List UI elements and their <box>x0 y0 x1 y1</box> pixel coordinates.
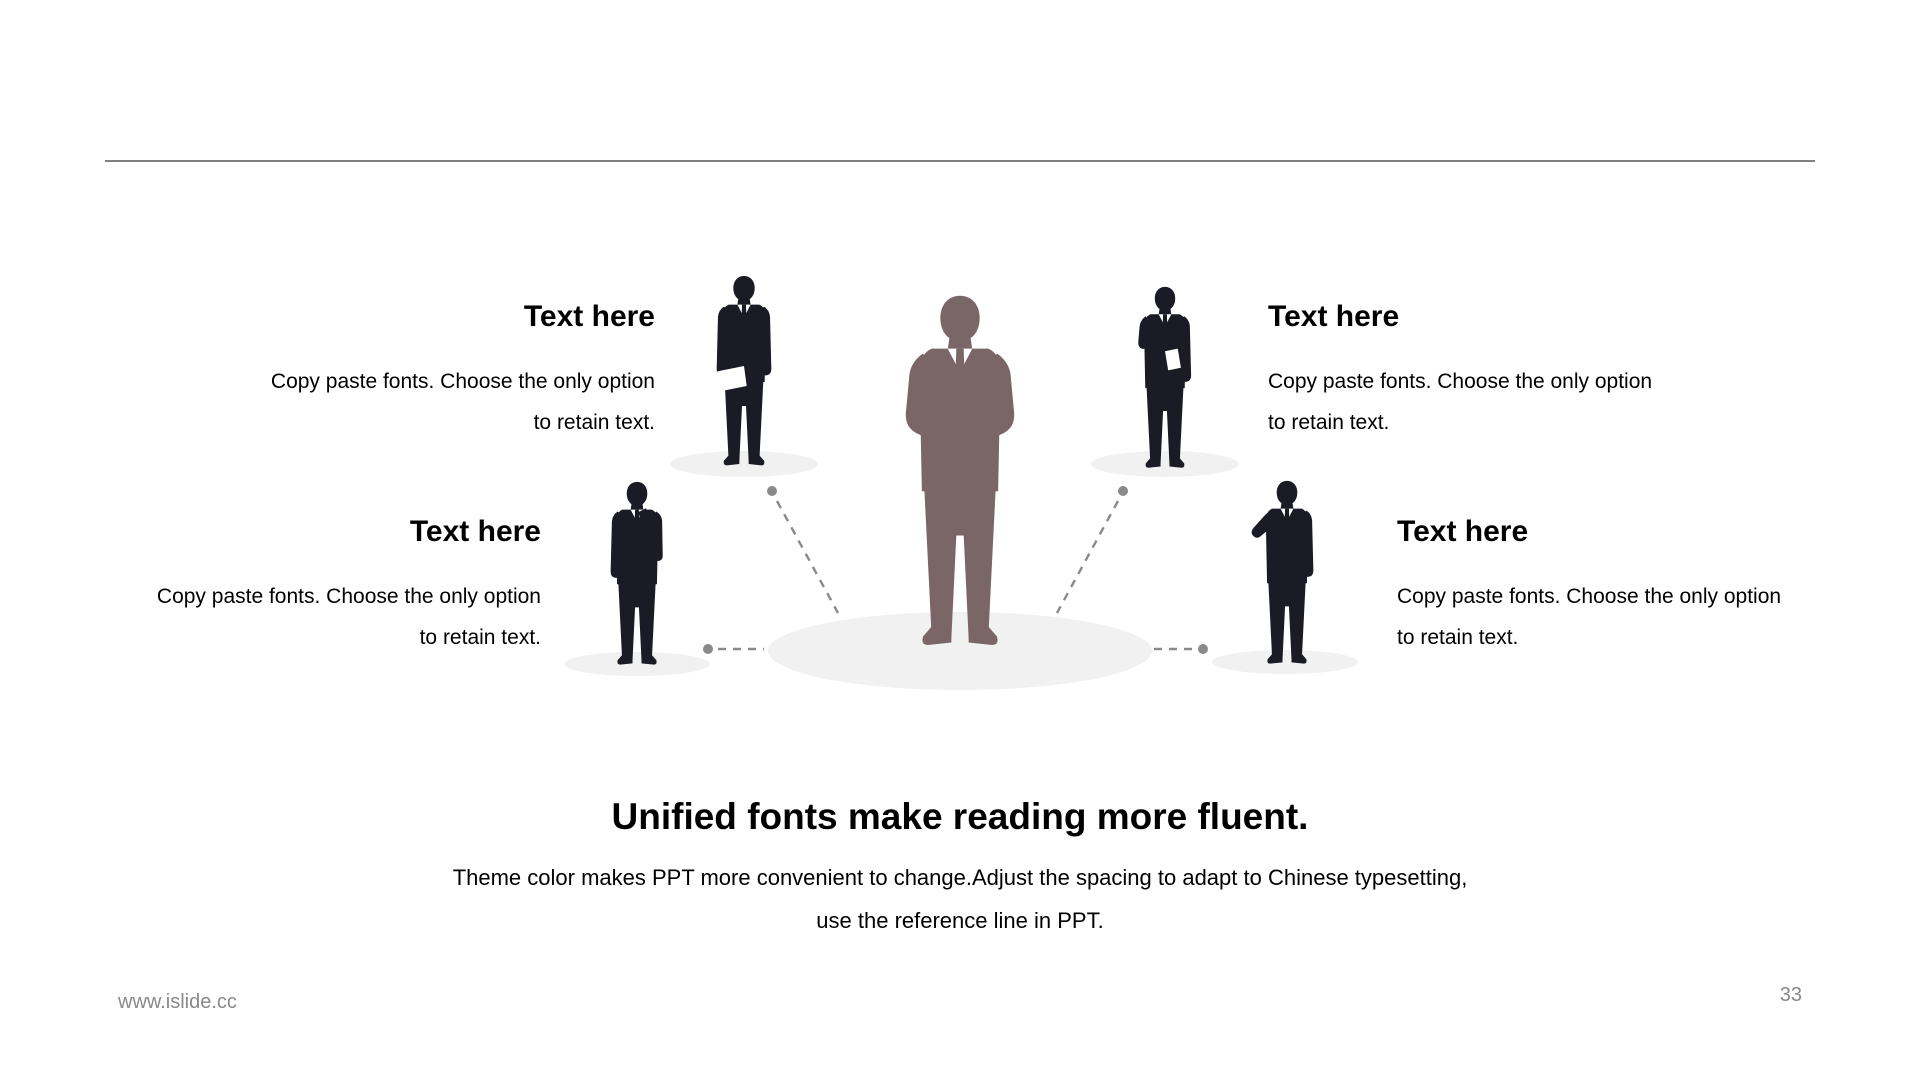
callout-heading: Text here <box>523 300 655 333</box>
callout-bottom-right <box>1397 514 1817 658</box>
callout-body-line1: Copy paste fonts. Choose the only option <box>270 370 655 393</box>
figure-top-left <box>703 274 785 474</box>
footer-page-number: 33 <box>1779 984 1802 1006</box>
connector-top-right <box>1057 501 1118 613</box>
callout-body-line1: Copy paste fonts. Choose the only option <box>156 585 541 608</box>
callout-body-line1: Copy paste fonts. Choose the only option <box>1397 585 1782 608</box>
node-dot-top-right <box>1118 486 1128 496</box>
businessman-presenting-silhouette-icon <box>1252 481 1314 664</box>
businessman-watch-silhouette-icon <box>1138 287 1191 468</box>
node-dot-top-left <box>767 486 777 496</box>
callout-top-left <box>255 299 655 443</box>
callout-body-line2: to retain text. <box>1397 626 1519 649</box>
figure-bottom-left <box>597 480 677 673</box>
callout-body <box>141 576 541 658</box>
callout-body-line2: to retain text. <box>419 626 541 649</box>
callout-top-right <box>1268 299 1668 443</box>
businessman-folder-silhouette-icon <box>717 276 772 465</box>
subtitle-line1: Theme color makes PPT more convenient to change.Adjust the spacing to adapt to Chinese typesetting, <box>452 865 1468 890</box>
callout-heading: Text here <box>1268 300 1400 333</box>
slide-title: Unified fonts make reading more fluent. <box>611 796 1309 837</box>
leader-figure <box>885 292 1035 661</box>
footer-website: www.islide.cc <box>118 991 237 1013</box>
callout-body-line2: to retain text. <box>533 411 655 434</box>
connector-top-left <box>777 501 838 613</box>
slide-subtitle <box>0 856 1920 942</box>
callout-heading: Text here <box>409 515 541 548</box>
callout-body-line1: Copy paste fonts. Choose the only option <box>1268 370 1653 393</box>
callout-body-line2: to retain text. <box>1268 411 1390 434</box>
callout-bottom-left <box>141 514 541 658</box>
businessman-thinking-silhouette-icon <box>611 482 663 665</box>
node-dot-bottom-right <box>1198 644 1208 654</box>
node-dot-bottom-left <box>703 644 713 654</box>
callout-body <box>1397 576 1817 658</box>
callout-heading: Text here <box>1397 515 1529 548</box>
figure-bottom-right <box>1245 479 1329 672</box>
callout-body <box>255 361 655 443</box>
callout-body <box>1268 361 1668 443</box>
figure-top-right <box>1124 285 1206 476</box>
leader-silhouette-icon <box>906 296 1014 645</box>
subtitle-line2: use the reference line in PPT. <box>816 908 1104 933</box>
